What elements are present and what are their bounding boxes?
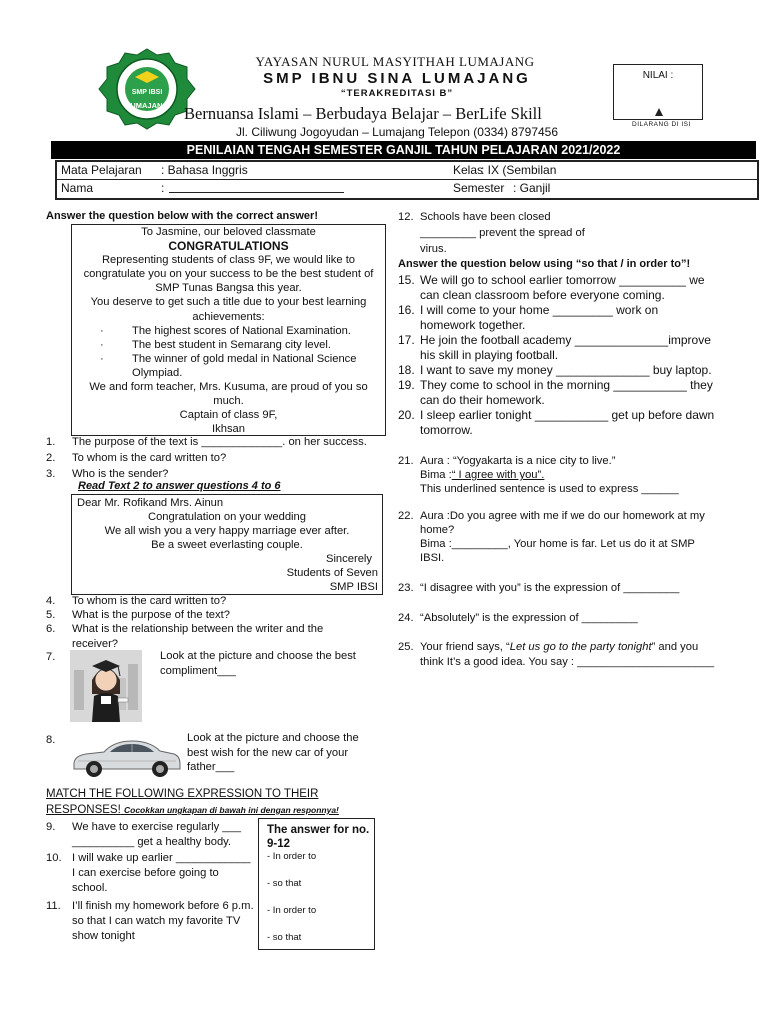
card2-line4: Be a sweet everlasting couple. — [151, 539, 303, 551]
marker-icon — [654, 107, 664, 117]
card2-line3: We all wish you a very happy marriage ever after. — [104, 525, 350, 537]
school-name: SMP IBNU SINA LUMAJANG — [263, 70, 531, 87]
exam-title: PENILAIAN TENGAH SEMESTER GANJIL TAHUN PELAJARAN 2021/2022 — [51, 141, 756, 159]
subject-label: Mata Pelajaran — [61, 163, 142, 177]
card1-sign-title: Captain of class 9F, — [179, 409, 278, 422]
car-image — [70, 732, 182, 780]
card1-closing: We and form teacher, Mrs. Kusuma, are proud of you so much. — [89, 381, 368, 408]
name-prefix: : — [161, 181, 165, 195]
answer-option: - so that — [267, 878, 302, 889]
answer-option: - In order to — [267, 905, 317, 916]
svg-text:SMP IBSI: SMP IBSI — [131, 89, 163, 96]
semester-label: Semester — [453, 181, 505, 195]
card1-bullet: · The winner of gold medal in National Science Olympiad. — [100, 352, 385, 380]
school-motto: Bernuansa Islami – Berbudaya Belajar – BerLife Skill — [184, 104, 542, 123]
question-23: 23. “I disagree with you” is the expression of _________ — [398, 582, 680, 594]
match-note: Cocokkan ungkapan di bawah ini dengan responnya! — [123, 805, 339, 815]
question-7-number: 7. — [46, 651, 56, 663]
card2-greeting: Dear Mr. Rofikand Mrs. Ainun — [77, 497, 224, 509]
section2-instruction: Answer the question below using “so that / in order to”! — [398, 258, 691, 270]
graduate-cartoon-image — [70, 650, 142, 722]
answer-option: - so that — [267, 932, 302, 943]
info-row-subject — [57, 162, 757, 180]
svg-text:LUMAJANG: LUMAJANG — [125, 101, 169, 110]
card1-title: CONGRATULATIONS — [168, 239, 289, 254]
class-label: Kelas — [453, 163, 484, 177]
questions-1-3: 1. The purpose of the text is _____________. on her success. 2. To whom is the card written to? 3. Who is the sender? — [46, 436, 367, 480]
question-21: 21. Aura : “Yogyakarta is a nice city to live.” Bima :“ I agree with you”. This underlined sentence is used to express ______ — [398, 455, 679, 495]
answer-box-title: The answer for no. 9-12 — [267, 824, 370, 850]
question-25: 25. Your friend says, “Let us go to the party tonight” and you think It’s a good idea. You say : ______________________ — [398, 641, 715, 668]
match-items: 9. We have to exercise regularly ___ __________ get a healthy body. 10. I will wake up earlier ____________ I can exercise before going to school. 11. I’ll finish my homework before 6 p.m. so that I can watch my favorite TV show tonight — [46, 821, 254, 942]
foundation-name: YAYASAN NURUL MASYITHAH LUMAJANG — [255, 54, 535, 69]
congratulation-card — [71, 224, 386, 436]
card1-bullet: · The highest scores of National Examination. — [100, 324, 385, 338]
card1-bullet: · The best student in Semarang city level. — [100, 338, 385, 352]
match-section-title — [46, 786, 339, 818]
semester-value: : Ganjil — [513, 181, 551, 195]
card1-body: Representing students of class 9F, we would like to congratulate you on your success to be the best student of SMP Tunas Bangsa this year. — [83, 254, 374, 295]
name-label: Nama — [61, 181, 94, 195]
question-8-text: Look at the picture and choose the best wish for the new car of your father___ — [187, 732, 359, 773]
questions-4-6: 4. To whom is the card written to? 5. What is the purpose of the text? 6. What is the relationship between the writer and the receiver? — [46, 595, 324, 650]
question-12: 12. Schools have been closed _________ prevent the spread of virus. — [398, 211, 585, 255]
text2-instruction: Read Text 2 to answer questions 4 to 6 — [78, 480, 281, 492]
class-value: : IX (Sembilan — [481, 163, 557, 177]
card1-greeting: To Jasmine, our beloved classmate — [141, 226, 316, 238]
card1-body2: You deserve to get such a title due to your best learning achievements: — [90, 296, 367, 323]
score-box[interactable] — [613, 64, 703, 120]
school-logo — [97, 47, 197, 131]
section1-instruction: Answer the question below with the correct answer! — [46, 210, 318, 222]
card2-sign1: Sincerely — [325, 553, 372, 565]
card1-sign-name: Ikhsan — [212, 423, 245, 436]
accreditation: “TERAKREDITASI B” — [340, 88, 454, 99]
info-row-name — [57, 180, 757, 197]
score-label: NILAI : — [642, 70, 674, 81]
question-8-number: 8. — [46, 734, 56, 746]
card2-sign3: SMP IBSI — [329, 581, 378, 593]
subject-value: : Bahasa Inggris — [161, 163, 248, 177]
student-info-table — [55, 160, 759, 200]
card2-sign2: Students of Seven — [286, 567, 378, 579]
question-22: 22. Aura :Do you agree with me if we do our homework at my home? Bima :_________, Your home is far. Let us do it at SMP IBSI. — [398, 510, 705, 564]
question-7-text: Look at the picture and choose the best compliment___ — [160, 650, 356, 677]
card1-bullet-list — [72, 324, 385, 380]
wedding-card — [71, 494, 383, 595]
answer-option: - In order to — [267, 851, 317, 862]
question-24: 24. “Absolutely” is the expression of _________ — [398, 612, 638, 624]
card2-line2: Congratulation on your wedding — [148, 511, 306, 523]
so-that-questions: 15. We will go to school earlier tomorrow __________ we can clean classroom before everyone coming. 16. I will come to your home _________ work on homework together. 17. He join the football academy ______________improve his skill in playing football. 18. I want to save my money ______________ buy laptop. 19. They come to school in the morning ___________ they can do their homework. 20. I sleep earlier tonight ___________ get up before dawn tomorrow. — [398, 273, 715, 437]
school-address: Jl. Ciliwung Jogoyudan – Lumajang Telepon (0334) 8797456 — [236, 125, 559, 139]
match-title-line2: RESPONSES! — [46, 804, 121, 816]
score-warning: DILARANG DI ISI — [632, 121, 691, 128]
match-title-line1: MATCH THE FOLLOWING EXPRESSION TO THEIR — [46, 788, 319, 800]
answer-options-box — [258, 818, 375, 950]
underlined-sentence: “ I agree with you”. — [451, 469, 545, 481]
